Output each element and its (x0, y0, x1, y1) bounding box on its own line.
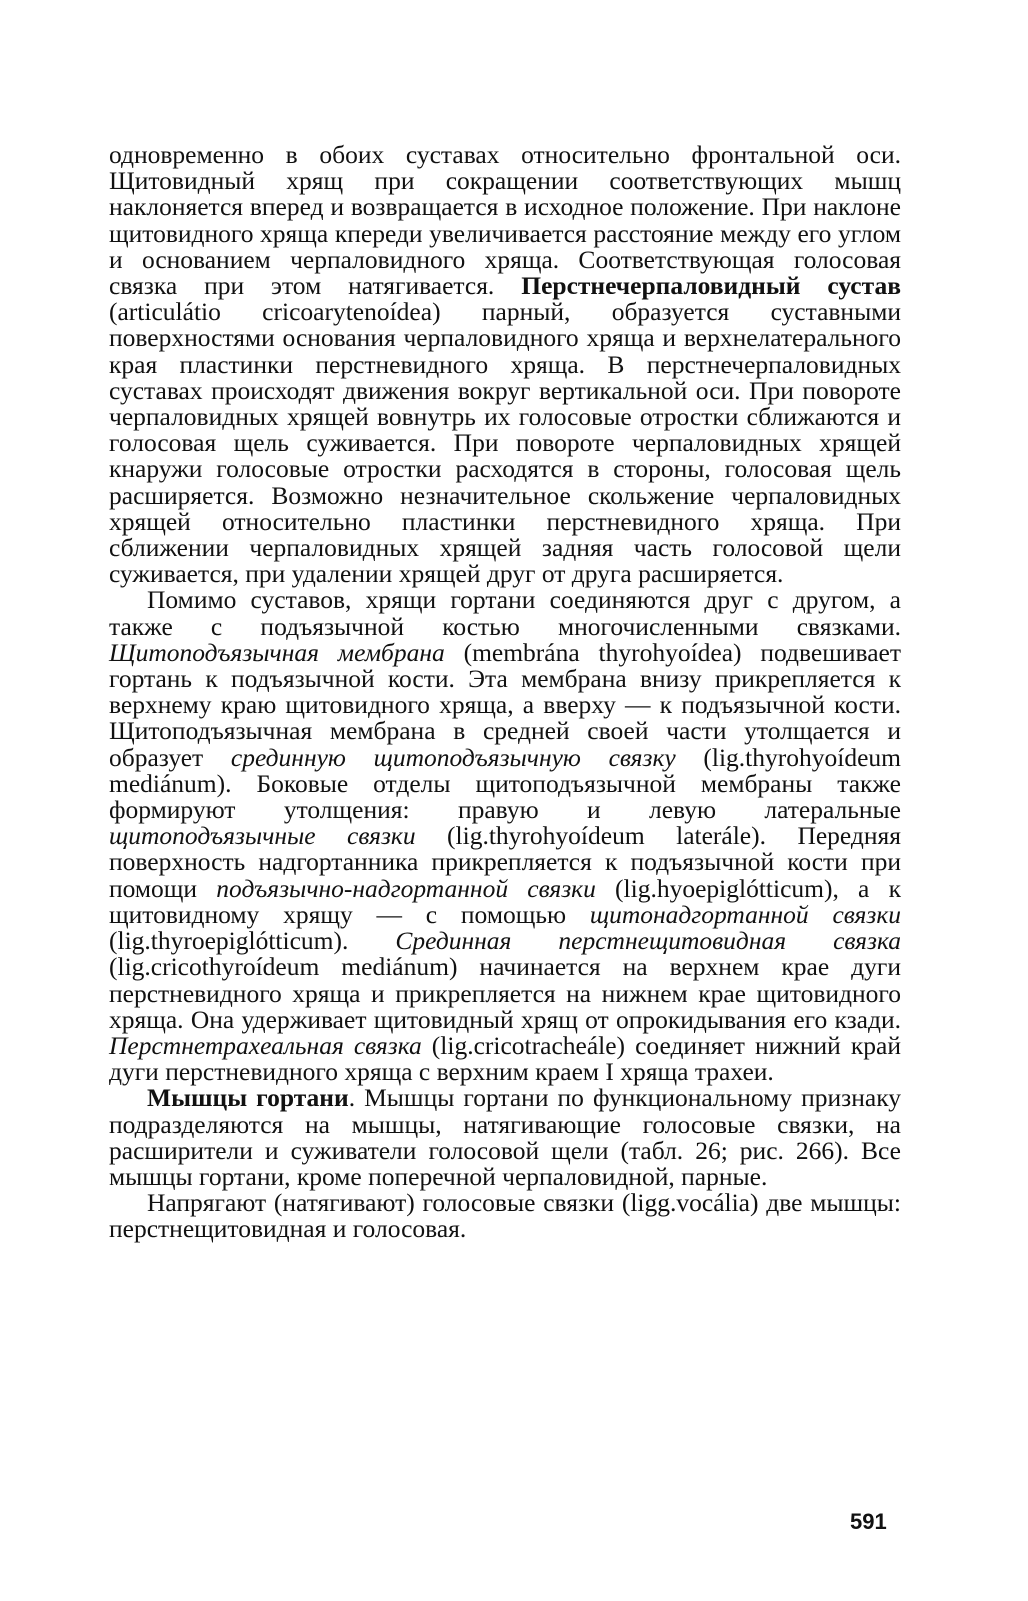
text-span: . Мышцы гортани по функциональному признаку подразделяются на мышцы, натягивающие голосовые связки, на расширители и суживатели голосовой щели (табл. 26; рис. 266). Все мышцы гортани, кроме поперечной черпаловидной, парные. (109, 1083, 901, 1191)
text-span: (lig.thyrohyoídeum mediánum). Боковые отделы щитоподъязычной мембраны также формируют утолщения: правую и левую латеральные (109, 742, 901, 825)
term-cricotracheal-ligament: Перстнетрахеальная связка (109, 1030, 422, 1060)
term-hyoepiglottic-ligament: подъязычно-надгортанной связки (216, 873, 596, 903)
text-span: (lig.thyrohyoídeum laterále). Передняя поверхность надгортанника прикрепляется к подъязычной кости при помощи (109, 821, 901, 903)
term-lateral-thyrohyoid-ligaments: щитоподъязычные связки (109, 821, 416, 851)
text-span: (lig.cricothyroídeum mediánum) начинается на верхнем крае дуги перстневидного хряща и прикрепляется на нижнем крае щитовидного хряща. Она удерживает щитовидный хрящ от опрокидывания его кзади. (109, 952, 901, 1034)
text-span: Напрягают (натягивают) голосовые связки (ligg.vocália) две мышцы: перстнещитовидная и голосовая. (109, 1188, 901, 1244)
paragraph-joints (109, 142, 901, 587)
text-span: (membrána thyrohyoídea) подвешивает гортань к подъязычной кости. Эта мембрана внизу прикрепляется к верхнему краю щитовидного хряща, а вверху — к подъязычной кости. Щитоподъязычная мембрана в средней своей части утолщается и образует (109, 637, 901, 772)
paragraph-ligaments (109, 587, 901, 1085)
text-span: (lig.hyoepiglótticum), а к щитовидному хрящу — с помощью (109, 873, 901, 929)
page-number: 591 (850, 1509, 887, 1534)
term-median-cricothyroid-ligament: Срединная перстнещитовидная связка (395, 926, 901, 956)
text-span: (lig.cricotracheále) соединяет нижний край дуги перстневидного хряща с верхним краем I хряща трахеи. (109, 1030, 901, 1087)
term-thyrohyoid-membrane: Щитоподъязычная мембрана (109, 637, 445, 667)
text-span: одновременно в обоих суставах относительно фронтальной оси. Щитовидный хрящ при сокращении соответствующих мышц наклоняется вперед и возвращается в исходное положение. При наклоне щитовидного хряща кпереди увеличивается расстояние между его углом и основанием черпаловидного хряща. Соответствующая голосовая связка при этом натягивается. (109, 140, 901, 301)
paragraph-muscles (109, 1085, 901, 1190)
term-thyroepiglottic-ligament: щитонадгортанной связки (589, 899, 902, 929)
page-body (109, 142, 901, 1243)
term-cricoarytenoid-joint: Перстнечерпаловидный сустав (521, 271, 901, 301)
term-median-thyrohyoid-ligament: срединную щитоподъязычную связку (230, 742, 676, 772)
text-span: (lig.thyroepiglótticum). (109, 926, 396, 956)
paragraph-tensors (109, 1190, 901, 1242)
text-span: Помимо суставов, хрящи гортани соединяются друг с другом, а также с подъязычной костью многочисленными связками. (109, 585, 901, 641)
text-span: (articulátio cricoarytenoídea) парный, образуется суставными поверхностями основания черпаловидного хряща и верхнелатерального края пластинки перстневидного хряща. В перстнечерпаловидных суставах происходят движения вокруг вертикальной оси. При повороте черпаловидных хрящей вовнутрь их голосовые отростки сближаются и голосовая щель суживается. При повороте черпаловидных хрящей кнаружи голосовые отростки расходятся в стороны, голосовая щель расширяется. Возможно незначительное скольжение черпаловидных хрящей относительно пластинки перстневидного хряща. При сближении черпаловидных хрящей задняя часть голосовой щели суживается, при удалении хрящей друг от друга расширяется. (109, 297, 901, 589)
heading-larynx-muscles: Мышцы гортани (147, 1083, 349, 1113)
